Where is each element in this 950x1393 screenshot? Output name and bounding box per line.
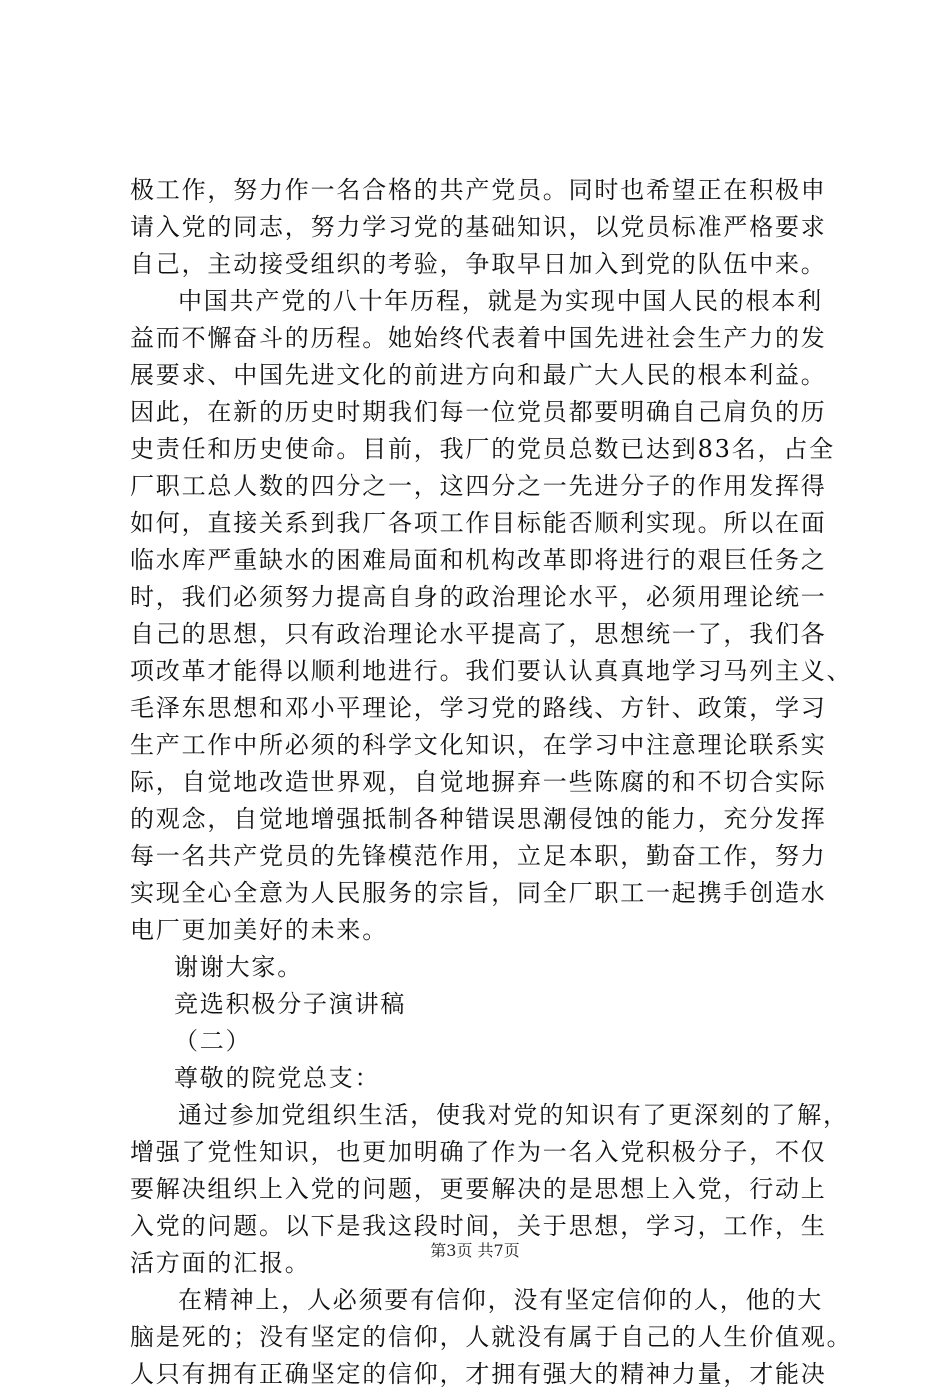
text-line: 自己的思想，只有政治理论水平提高了，思想统一了，我们各 — [130, 620, 827, 648]
paragraph-start-line: 中国共产党的八十年历程，就是为实现中国人民的根本利 — [178, 287, 823, 315]
paragraph-start-line: 通过参加党组织生活，使我对党的知识有了更深刻的了解， — [178, 1101, 849, 1129]
text-line: 活方面的汇报。 — [130, 1249, 311, 1277]
text-line: 展要求、中国先进文化的前进方向和最广大人民的根本利益。 — [130, 361, 827, 389]
text-line: 脑是死的；没有坚定的信仰，人就没有属于自己的人生价值观。 — [130, 1323, 853, 1351]
text-line: 要解决组织上入党的问题，更要解决的是思想上入党，行动上 — [130, 1175, 827, 1203]
text-line: 电厂更加美好的未来。 — [130, 916, 388, 944]
section-title: 竞选积极分子演讲稿 — [174, 990, 407, 1018]
text-line: 增强了党性知识，也更加明确了作为一名入党积极分子，不仅 — [130, 1138, 827, 1166]
text-line: 生产工作中所必须的科学文化知识，在学习中注意理论联系实 — [130, 731, 827, 759]
section-number: （二） — [174, 1027, 252, 1055]
text-line: 实现全心全意为人民服务的宗旨，同全厂职工一起携手创造水 — [130, 879, 827, 907]
document-body — [130, 172, 853, 1393]
salutation: 尊敬的院党总支： — [174, 1064, 381, 1092]
closing-line: 谢谢大家。 — [174, 953, 303, 981]
text-line: 临水库严重缺水的困难局面和机构改革即将进行的艰巨任务之 — [130, 546, 827, 574]
text-line: 时，我们必须努力提高自身的政治理论水平，必须用理论统一 — [130, 583, 827, 611]
text-line: 如何，直接关系到我厂各项工作目标能否顺利实现。所以在面 — [130, 509, 827, 537]
text-line: 请入党的同志，努力学习党的基础知识，以党员标准严格要求 — [130, 213, 827, 241]
text-line: 人只有拥有正确坚定的信仰，才拥有强大的精神力量，才能决 — [130, 1360, 827, 1388]
text-line: 因此，在新的历史时期我们每一位党员都要明确自己肩负的历 — [130, 398, 827, 426]
text-line: 极工作，努力作一名合格的共产党员。同时也希望正在积极申 — [130, 176, 827, 204]
text-line: 际，自觉地改造世界观，自觉地摒弃一些陈腐的和不切合实际 — [130, 768, 827, 796]
page-number-footer: 第3页 共7页 — [430, 1241, 520, 1260]
text-line: 项改革才能得以顺利地进行。我们要认认真真地学习马列主义、 — [130, 657, 853, 685]
text-line: 每一名共产党员的先锋模范作用，立足本职，勤奋工作，努力 — [130, 842, 827, 870]
text-line: 毛泽东思想和邓小平理论，学习党的路线、方针、政策，学习 — [130, 694, 827, 722]
text-line: 史责任和历史使命。目前，我厂的党员总数已达到83名，占全 — [130, 435, 835, 463]
text-line: 自己，主动接受组织的考验，争取早日加入到党的队伍中来。 — [130, 250, 827, 278]
text-line: 的观念，自觉地增强抵制各种错误思潮侵蚀的能力，充分发挥 — [130, 805, 827, 833]
paragraph-start-line: 在精神上，人必须要有信仰，没有坚定信仰的人，他的大 — [178, 1286, 823, 1314]
text-line: 厂职工总人数的四分之一，这四分之一先进分子的作用发挥得 — [130, 472, 827, 500]
text-line: 益而不懈奋斗的历程。她始终代表着中国先进社会生产力的发 — [130, 324, 827, 352]
text-line: 入党的问题。以下是我这段时间，关于思想，学习，工作，生 — [130, 1212, 827, 1240]
